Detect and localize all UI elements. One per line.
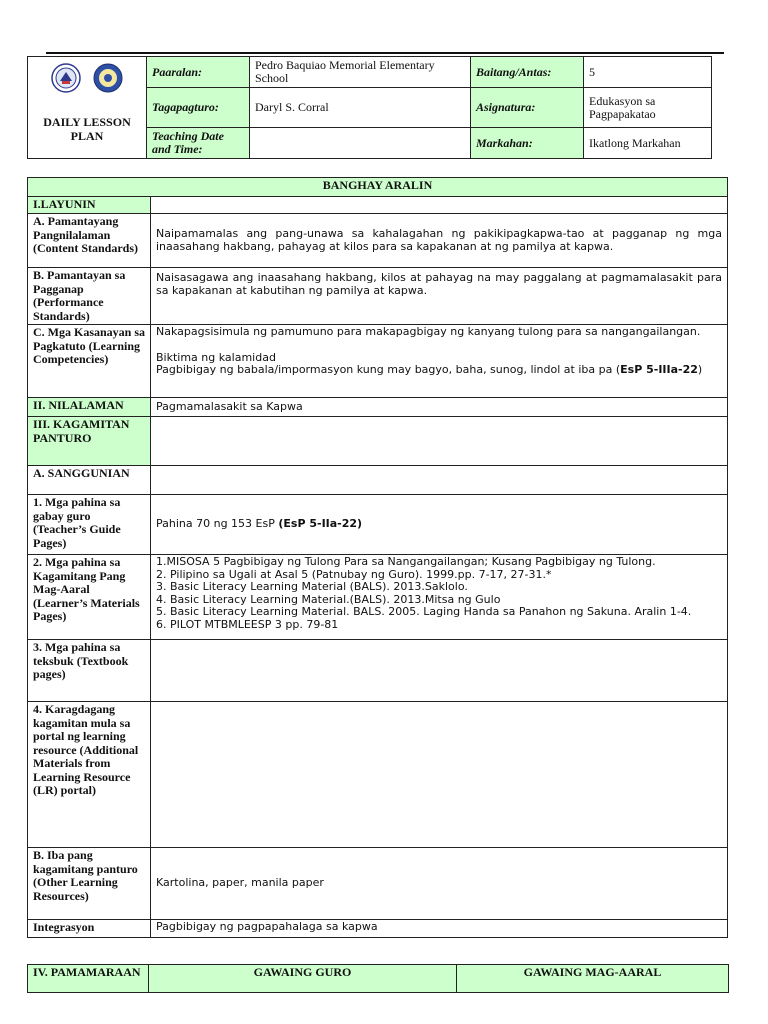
lm-item: 6. PILOT MTBMLEESP 3 pp. 79-81: [156, 617, 339, 631]
pamamaraan-header-table: [27, 964, 729, 993]
content-standards-label: A. Pamantayang Pangnilalaman (Content Standards): [28, 214, 151, 268]
paaralan-value: Pedro Baquiao Memorial Elementary School: [250, 57, 471, 88]
teaching-date-label: Teaching Date and Time:: [147, 128, 250, 159]
teachers-guide-label: 1. Mga pahina sa gabay guro (Teacher’s Guide Pages): [28, 495, 151, 555]
school-seal-icon: [93, 63, 123, 93]
asignatura-value: Edukasyon sa Pagpapakatao: [584, 88, 712, 128]
integrasyon-label: Integrasyon: [28, 920, 151, 938]
competency-line-3: Pagbibigay ng babala/impormasyon kung may bagyo, baha, sunog, lindol at iba pa (EsP 5-IIIa-22): [156, 363, 703, 376]
lesson-plan-table: [27, 177, 728, 938]
baitang-label: Baitang/Antas:: [471, 57, 584, 88]
markahan-value: Ikatlong Markahan: [584, 128, 712, 159]
learners-materials-label: 2. Mga pahina sa Kagamitang Pang Mag-Aaral (Learner’s Materials Pages): [28, 555, 151, 640]
teachers-guide-code: (EsP 5-IIa-22): [278, 517, 363, 531]
banghay-aralin-title: BANGHAY ARALIN: [28, 178, 728, 197]
competency-code: EsP 5-IIIa-22: [620, 363, 698, 376]
asignatura-label: Asignatura:: [471, 88, 584, 128]
other-resources-text: Kartolina, paper, manila paper: [151, 848, 728, 920]
layunin-label: I.LAYUNIN: [28, 197, 151, 214]
lm-item: 1.MISOSA 5 Pagbibigay ng Tulong Para sa Nangangailangan; Kusang Pagbibigay ng Tulong.: [156, 555, 656, 568]
paaralan-label: Paaralan:: [147, 57, 250, 88]
header-table: [27, 56, 712, 159]
tagapagturo-value: Daryl S. Corral: [250, 88, 471, 128]
content-standards-text: Naipamamalas ang pang-unawa sa kahalagahan ng pakikipagkapwa-tao at pagganap ng mga inaasahang hakbang, pahayag at kilos para sa kapakanan at ng pamilya at kapwa.: [151, 214, 728, 268]
learners-materials-list: [151, 555, 728, 640]
integrasyon-text: Pagbibigay ng pagpapahalaga sa kapwa: [151, 920, 728, 938]
performance-standards-text: Naisasagawa ang inaasahang hakbang, kilos at pahayag na may paggalang at pagmamalasakit para sa kapakanan at kabutihan ng pamilya at kapwa.: [151, 268, 728, 325]
additional-materials-label: 4. Karagdagang kagamitan mula sa portal ng learning resource (Additional Materials from Learning Resource (LR) portal): [28, 702, 151, 848]
top-rule: [46, 52, 724, 54]
sanggunian-label: A. SANGGUNIAN: [28, 466, 151, 495]
lm-item: 4. Basic Literacy Learning Material.(BALS). 2013.Mitsa ng Gulo: [156, 592, 501, 606]
lm-item: 2. Pilipino sa Ugali at Asal 5 (Patnubay ng Guro). 1999.pp. 7-17, 27-31.*: [156, 567, 552, 581]
learning-competencies-label: C. Mga Kasanayan sa Pagkatuto (Learning Competencies): [28, 325, 151, 398]
teaching-date-value: [250, 128, 471, 159]
pamamaraan-label: IV. PAMAMARAAN: [28, 965, 149, 993]
deped-seal-icon: [51, 63, 81, 93]
markahan-label: Markahan:: [471, 128, 584, 159]
learning-competencies-cell: [151, 325, 728, 398]
competency-line-2: Biktima ng kalamidad: [156, 350, 276, 364]
competency-line-1: Nakapagsisimula ng pamumuno para makapagbigay ng kanyang tulong para sa nangangailangan.: [156, 325, 701, 338]
lm-item: 3. Basic Literacy Learning Material (BALS). 2013.Saklolo.: [156, 580, 468, 593]
teachers-guide-text: Pahina 70 ng 153 EsP (EsP 5-IIa-22): [151, 495, 728, 555]
performance-standards-label: B. Pamantayan sa Pagganap (Performance Standards): [28, 268, 151, 325]
textbook-pages-label: 3. Mga pahina sa teksbuk (Textbook pages): [28, 640, 151, 702]
lm-item: 5. Basic Literacy Learning Material. BALS. 2005. Laging Handa sa Panahon ng Sakuna. Aralin 1-4.: [156, 605, 692, 618]
nilalaman-label: II. NILALAMAN: [28, 398, 151, 417]
kagamitan-panturo-label: III. KAGAMITAN PANTURO: [28, 417, 151, 466]
gawaing-mag-aaral-header: GAWAING MAG-AARAL: [457, 965, 729, 993]
gawaing-guro-header: GAWAING GURO: [149, 965, 457, 993]
nilalaman-text: Pagmamalasakit sa Kapwa: [151, 398, 728, 417]
other-resources-label: B. Iba pang kagamitang panturo (Other Learning Resources): [28, 848, 151, 920]
baitang-value: 5: [584, 57, 712, 88]
daily-lesson-plan-title: DAILY LESSON PLAN: [43, 115, 131, 143]
header-logo-cell: [28, 57, 147, 159]
tagapagturo-label: Tagapagturo:: [147, 88, 250, 128]
